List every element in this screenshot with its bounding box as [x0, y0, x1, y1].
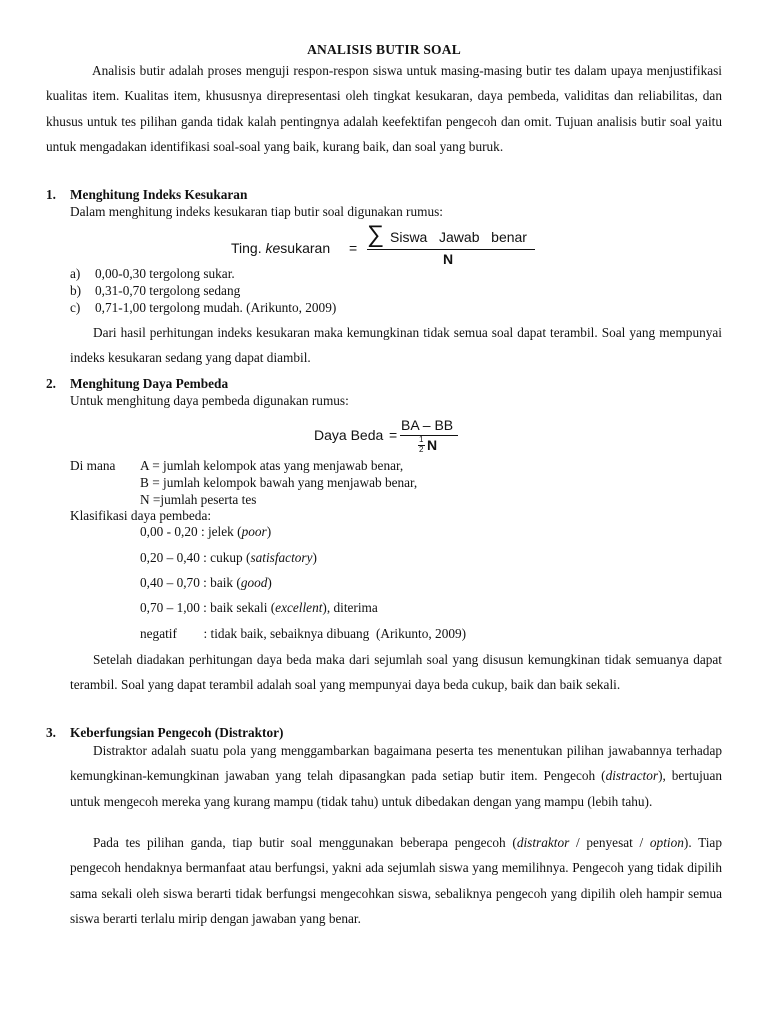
list-marker: c): [70, 300, 81, 315]
formula2-denominator-var: N: [427, 437, 438, 453]
definition-b: B = jumlah kelompok bawah yang menjawab benar,: [140, 475, 418, 490]
formula1-lhs-suffix: sukaran: [280, 240, 331, 256]
section2-conclusion: Setelah diadakan perhitungan daya beda maka dari sejumlah soal yang disusun kemungkinan tidak semuanya dapat terambil. Soal yang dapat terambil adalah soal yang mempunyai daya beda cukup, baik dan baik sekali.: [70, 652, 722, 693]
formula1-lhs-italic: ke: [265, 240, 281, 256]
classification-item: 0,00 - 0,20 : jelek (poor): [140, 524, 272, 539]
formula2-equals: =: [389, 427, 398, 443]
list-item-text: 0,71-1,00 tergolong mudah. (Arikunto, 2009): [95, 300, 337, 315]
section3-paragraph1: Distraktor adalah suatu pola yang menggambarkan bagaimana peserta tes menentukan pilihan jawabannya terhadap kemungkinan-kemungkinan jawaban yang telah dipasangkan pada setiap butir item. Pengecoh (distractor), bertujuan untuk mengecoh mereka yang kurang mampu (tidak tahu) untuk dibedakan dengan yang mampu (lebih tahu).: [70, 743, 722, 809]
classification-item: 0,40 – 0,70 : baik (good): [140, 575, 272, 590]
formula1-numerator: Siswa Jawab benar: [390, 229, 527, 245]
half-numerator: 1: [419, 435, 424, 444]
section1-conclusion: Dari hasil perhitungan indeks kesukaran maka kemungkinan tidak semua soal dapat terambil. Soal yang mempunyai indeks kesukaran sedang yang dapat diambil.: [70, 325, 722, 366]
section2-lead: Untuk menghitung daya pembeda digunakan rumus:: [70, 393, 349, 408]
section3-paragraph2: Pada tes pilihan ganda, tiap butir soal menggunakan beberapa pengecoh (distraktor / penyesat / option). Tiap pengecoh hendaknya bermanfaat atau berfungsi, yakni ada sejumlah siswa yang memilihnya. Pengecoh yang tidak dipilih sama sekali oleh siswa berarti tidak berfungsi mengecohkan siswa, sebaliknya pengecoh yang dipilih oleh hampir semua siswa berarti terlalu mirip dengan jawaban yang benar.: [70, 835, 722, 926]
classification-item: 0,20 – 0,40 : cukup (satisfactory): [140, 550, 317, 565]
list-item-text: 0,31-0,70 tergolong sedang: [95, 283, 241, 298]
document-title: ANALISIS BUTIR SOAL: [307, 42, 461, 57]
formula1-lhs-prefix: Ting.: [231, 240, 262, 256]
list-item-text: 0,00-0,30 tergolong sukar.: [95, 266, 235, 281]
classification-item: negatif : tidak baik, sebaiknya dibuang (Arikunto, 2009): [140, 626, 467, 641]
section2-heading: Menghitung Daya Pembeda: [70, 376, 229, 391]
half-denominator: 2: [419, 445, 424, 454]
formula1-denominator: N: [443, 251, 454, 267]
definition-a: A = jumlah kelompok atas yang menjawab benar,: [140, 458, 404, 473]
section3-heading: Keberfungsian Pengecoh (Distraktor): [70, 725, 284, 740]
klasifikasi-label: Klasifikasi daya pembeda:: [70, 508, 212, 523]
section3-number: 3.: [46, 725, 56, 740]
list-marker: a): [70, 266, 81, 281]
formula1-equals: =: [349, 240, 358, 256]
sigma-symbol: ∑: [367, 221, 385, 248]
intro-paragraph: Analisis butir adalah proses menguji respon-respon siswa untuk masing-masing butir tes dalam upaya menjustifikasi kualitas item. Kualitas item, khususnya direpresentasi oleh tingkat kesukaran, daya pembeda, validitas dan reliabilitas, dan khusus untuk tes pilihan ganda tidak kalah pentingnya adalah keefektifan pengecoh dan omit. Tujuan analisis butir soal yaitu untuk mengadakan identifikasi soal-soal yang baik, kurang baik, dan soal yang buruk.: [46, 63, 722, 154]
definition-n: N =jumlah peserta tes: [140, 492, 257, 507]
classification-item: 0,70 – 1,00 : baik sekali (excellent), diterima: [140, 600, 378, 615]
formula1-fraction-bar: [367, 249, 535, 250]
section1-number: 1.: [46, 187, 56, 202]
formula2-fraction-bar: [400, 435, 458, 436]
formula2-lhs: Daya Beda: [314, 427, 384, 443]
section2-number: 2.: [46, 376, 56, 391]
section1-lead: Dalam menghitung indeks kesukaran tiap butir soal digunakan rumus:: [70, 204, 443, 219]
formula2-numerator: BA – BB: [401, 417, 454, 433]
dimana-label: Di mana: [70, 458, 116, 473]
section1-heading: Menghitung Indeks Kesukaran: [70, 187, 248, 202]
list-marker: b): [70, 283, 82, 298]
